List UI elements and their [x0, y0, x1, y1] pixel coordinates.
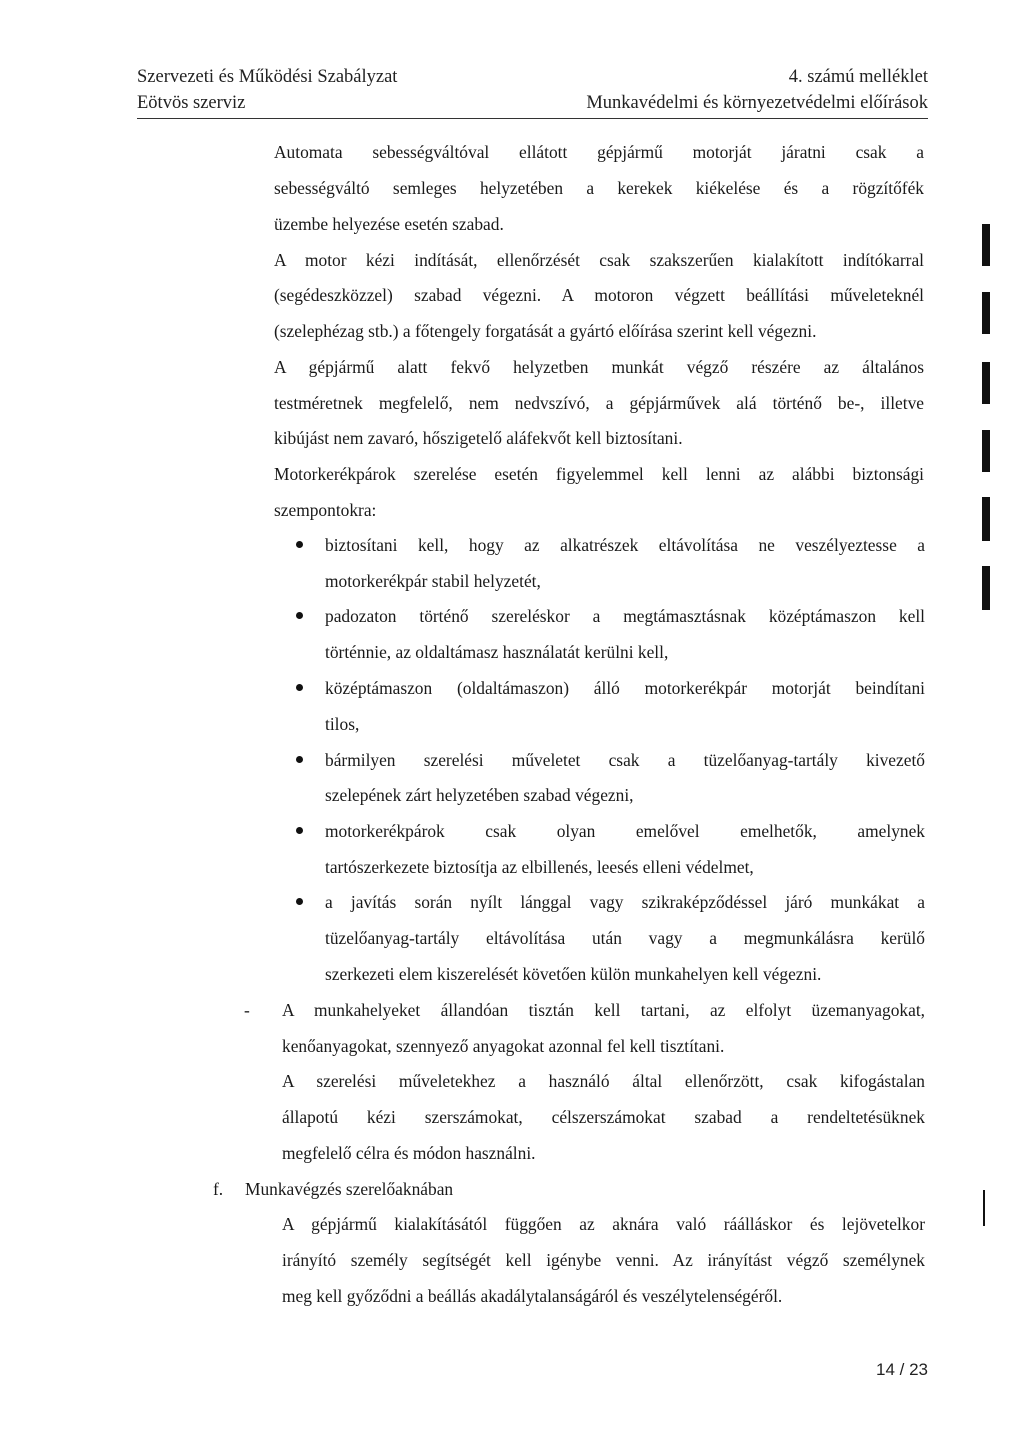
- paragraph-line: kibújást nem zavaró, hőszigetelő aláfekvőt kell biztosítani.: [274, 428, 683, 448]
- header-annex-number: 4. számú melléklet: [788, 67, 928, 87]
- bullet-dot: [296, 541, 303, 548]
- list-item-line: tüzelőanyag-tartály eltávolítása után vagy a megmunkálásra kerülő: [325, 928, 925, 948]
- bullet-dot: [296, 827, 303, 834]
- header-annex-title: Munkavédelmi és környezetvédelmi előírások: [586, 93, 928, 113]
- paragraph-line: (szelephézag stb.) a főtengely forgatását a gyártó előírása szerint kell végezni.: [274, 321, 817, 341]
- paragraph-line: állapotú kézi szerszámokat, célszerszámokat szabad a rendeltetésüknek: [282, 1107, 925, 1127]
- change-bar: [982, 430, 990, 472]
- header-unit-name: Eötvös szerviz: [137, 93, 246, 113]
- bullet-dot: [296, 612, 303, 619]
- paragraph-line: A motor kézi indítását, ellenőrzését csak szakszerűen kialakított indítókarral: [274, 250, 924, 270]
- bullet-dot: [296, 898, 303, 905]
- paragraph-line: (segédeszközzel) szabad végezni. A motoron végzett beállítási műveleteknél: [274, 285, 924, 305]
- list-item-line: a javítás során nyílt lánggal vagy szikraképződéssel járó munkákat a: [325, 892, 925, 912]
- list-item-line: biztosítani kell, hogy az alkatrészek eltávolítása ne veszélyeztesse a: [325, 535, 925, 555]
- paragraph-line: meg kell győződni a beállás akadálytalanságáról és veszélytelenségéről.: [282, 1286, 783, 1306]
- change-bar: [982, 362, 990, 404]
- paragraph-line: A gépjármű alatt fekvő helyzetben munkát végző részére az általános: [274, 357, 924, 377]
- paragraph-line: testméretnek megfelelő, nem nedvszívó, a gépjárművek alá történő be-, illetve: [274, 393, 924, 413]
- change-bar: [982, 292, 990, 334]
- list-item-line: történnie, az oldaltámasz használatát kerülni kell,: [325, 642, 669, 662]
- paragraph-line: A szerelési műveletekhez a használó által ellenőrzött, csak kifogástalan: [282, 1071, 925, 1091]
- page-number: 14 / 23: [876, 1360, 928, 1379]
- header-divider: [137, 118, 928, 119]
- dash-item-line: A munkahelyeket állandóan tisztán kell tartani, az elfolyt üzemanyagokat,: [282, 1000, 925, 1020]
- paragraph-line: szempontokra:: [274, 500, 377, 520]
- change-bar: [982, 566, 990, 610]
- dash-marker: -: [244, 1000, 250, 1020]
- list-item-line: szerkezeti elem kiszerelését követően külön munkahelyen kell végezni.: [325, 964, 822, 984]
- bullet-dot: [296, 684, 303, 691]
- paragraph-line: Motorkerékpárok szerelése esetén figyelemmel kell lenni az alábbi biztonsági: [274, 464, 924, 484]
- change-bar: [982, 497, 990, 541]
- section-heading: Munkavégzés szerelőaknában: [245, 1179, 454, 1199]
- list-item-line: motorkerékpár stabil helyzetét,: [325, 571, 541, 591]
- paragraph-line: sebességváltó semleges helyzetében a kerekek kiékelése és a rögzítőfék: [274, 178, 924, 198]
- paragraph-line: Automata sebességváltóval ellátott gépjármű motorját járatni csak a: [274, 142, 924, 162]
- list-item-line: bármilyen szerelési műveletet csak a tüzelőanyag-tartály kivezető: [325, 750, 925, 770]
- section-marker: f.: [213, 1179, 224, 1199]
- bullet-dot: [296, 756, 303, 763]
- list-item-line: középtámaszon (oldaltámaszon) álló motorkerékpár motorját beindítani: [325, 678, 925, 698]
- list-item-line: tartószerkezete biztosítja az elbillenés, leesés elleni védelmet,: [325, 857, 754, 877]
- dash-item-line: kenőanyagokat, szennyező anyagokat azonnal fel kell tisztítani.: [282, 1036, 725, 1056]
- paragraph-line: A gépjármű kialakításától függően az aknára való ráálláskor és lejövetelkor: [282, 1214, 925, 1234]
- header-document-title: Szervezeti és Működési Szabályzat: [137, 67, 398, 87]
- paragraph-line: megfelelő célra és módon használni.: [282, 1143, 536, 1163]
- list-item-line: padozaton történő szereléskor a megtámasztásnak középtámaszon kell: [325, 606, 925, 626]
- paragraph-line: irányító személy segítségét kell igénybe venni. Az irányítást végző személynek: [282, 1250, 925, 1270]
- paragraph-line: üzembe helyezése esetén szabad.: [274, 214, 504, 234]
- list-item-line: motorkerékpárok csak olyan emelővel emelhetők, amelynek: [325, 821, 925, 841]
- list-item-line: szelepének zárt helyzetében szabad végezni,: [325, 785, 634, 805]
- list-item-line: tilos,: [325, 714, 360, 734]
- change-bar: [982, 224, 990, 266]
- margin-line: [983, 1190, 985, 1226]
